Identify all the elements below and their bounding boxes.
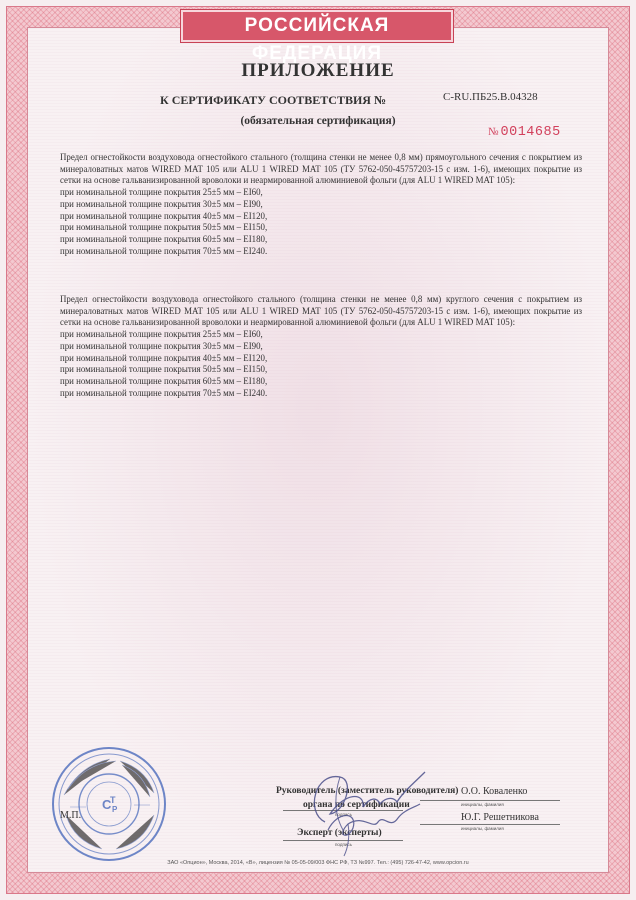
page-title: ПРИЛОЖЕНИЕ (241, 60, 395, 81)
svg-text:С: С (102, 797, 112, 812)
rating-line: при номинальной толщине покрытия 25±5 мм – EI60, (60, 329, 263, 340)
name-caption: инициалы, фамилия (461, 802, 504, 807)
certificate-number: C-RU.ПБ25.В.04328 (443, 91, 538, 103)
expert-name: Ю.Г. Решетникова (461, 812, 539, 823)
rating-line: при номинальной толщине покрытия 40±5 мм – EI120, (60, 210, 268, 221)
certification-type: (обязательная сертификация) (240, 115, 396, 127)
rectangular-duct-section (60, 152, 582, 257)
signature-caption: подпись (335, 812, 353, 817)
serial-label: № (488, 126, 499, 138)
rating-line: при номинальной толщине покрытия 50±5 мм – EI150, (60, 222, 268, 233)
expert-label: Эксперт (эксперты) (297, 828, 382, 838)
rating-line: при номинальной толщине покрытия 25±5 мм – EI60, (60, 187, 263, 198)
certification-stamp (50, 745, 168, 863)
body-label: органа по сертификации (303, 800, 410, 810)
svg-text:Т: Т (110, 795, 116, 805)
printer-footer: ЗАО «Опцион», Москва, 2014, «В», лицензия № 05-05-09/003 ФНС РФ, ТЗ №997. Тел.: (495) 726-47-42, www.opcion.ru (167, 860, 469, 866)
rating-line: при номинальной толщине покрытия 70±5 мм – EI240. (60, 387, 268, 398)
seal-place-label: М.П. (60, 810, 82, 821)
rating-line: при номинальной толщине покрытия 50±5 мм – EI150, (60, 364, 268, 375)
section-intro: Предел огнестойкости воздуховода огнестойкого стального (толщина стенки не менее 0,8 мм) круглого сечения с покрытием из минераловатных матов WIRED MAT 105 или ALU 1 WIRED MAT 105 (ТУ 5762-050-45757203-15 с изм. 1-6), имеющих покрытие из сетки на основе гальванизированной вроволоки и неармированной алюминиевой фольги (для ALU 1 WIRED MAT 105): (60, 294, 582, 328)
country-banner: РОССИЙСКАЯ ФЕДЕРАЦИЯ (181, 10, 453, 42)
rating-line: при номинальной толщине покрытия 60±5 мм – EI180, (60, 233, 268, 244)
serial-number (488, 124, 561, 140)
svg-text:Р: Р (112, 805, 118, 814)
expert-signature (318, 800, 428, 860)
rating-line: при номинальной толщине покрытия 70±5 мм – EI240. (60, 245, 268, 256)
certificate-subtitle: К СЕРТИФИКАТУ СООТВЕТСТВИЯ № (160, 93, 387, 107)
section-intro: Предел огнестойкости воздуховода огнестойкого стального (толщина стенки не менее 0,8 мм) прямоугольного сечения с покрытием из минераловатных матов WIRED MAT 105 или ALU 1 WIRED MAT 105 (ТУ 5762-050-45757203-15 с изм. 1-6), имеющих покрытие из сетки на основе гальванизированной вроволоки и неармированной алюминиевой фольги (для ALU 1 WIRED MAT 105): (60, 152, 582, 186)
signature-caption: подпись (335, 842, 353, 847)
head-name: О.О. Коваленко (461, 786, 528, 797)
name-line (420, 824, 560, 825)
rating-line: при номинальной толщине покрытия 30±5 мм – EI90, (60, 340, 263, 351)
serial-value: 0014685 (500, 125, 561, 140)
head-label: Руководитель (заместитель руководителя) (276, 786, 459, 796)
name-caption: инициалы, фамилия (461, 826, 504, 831)
rating-line: при номинальной толщине покрытия 30±5 мм – EI90, (60, 198, 263, 209)
round-duct-section (60, 294, 582, 399)
rating-line: при номинальной толщине покрытия 40±5 мм – EI120, (60, 352, 268, 363)
name-line (420, 800, 560, 801)
rating-line: при номинальной толщине покрытия 60±5 мм – EI180, (60, 375, 268, 386)
